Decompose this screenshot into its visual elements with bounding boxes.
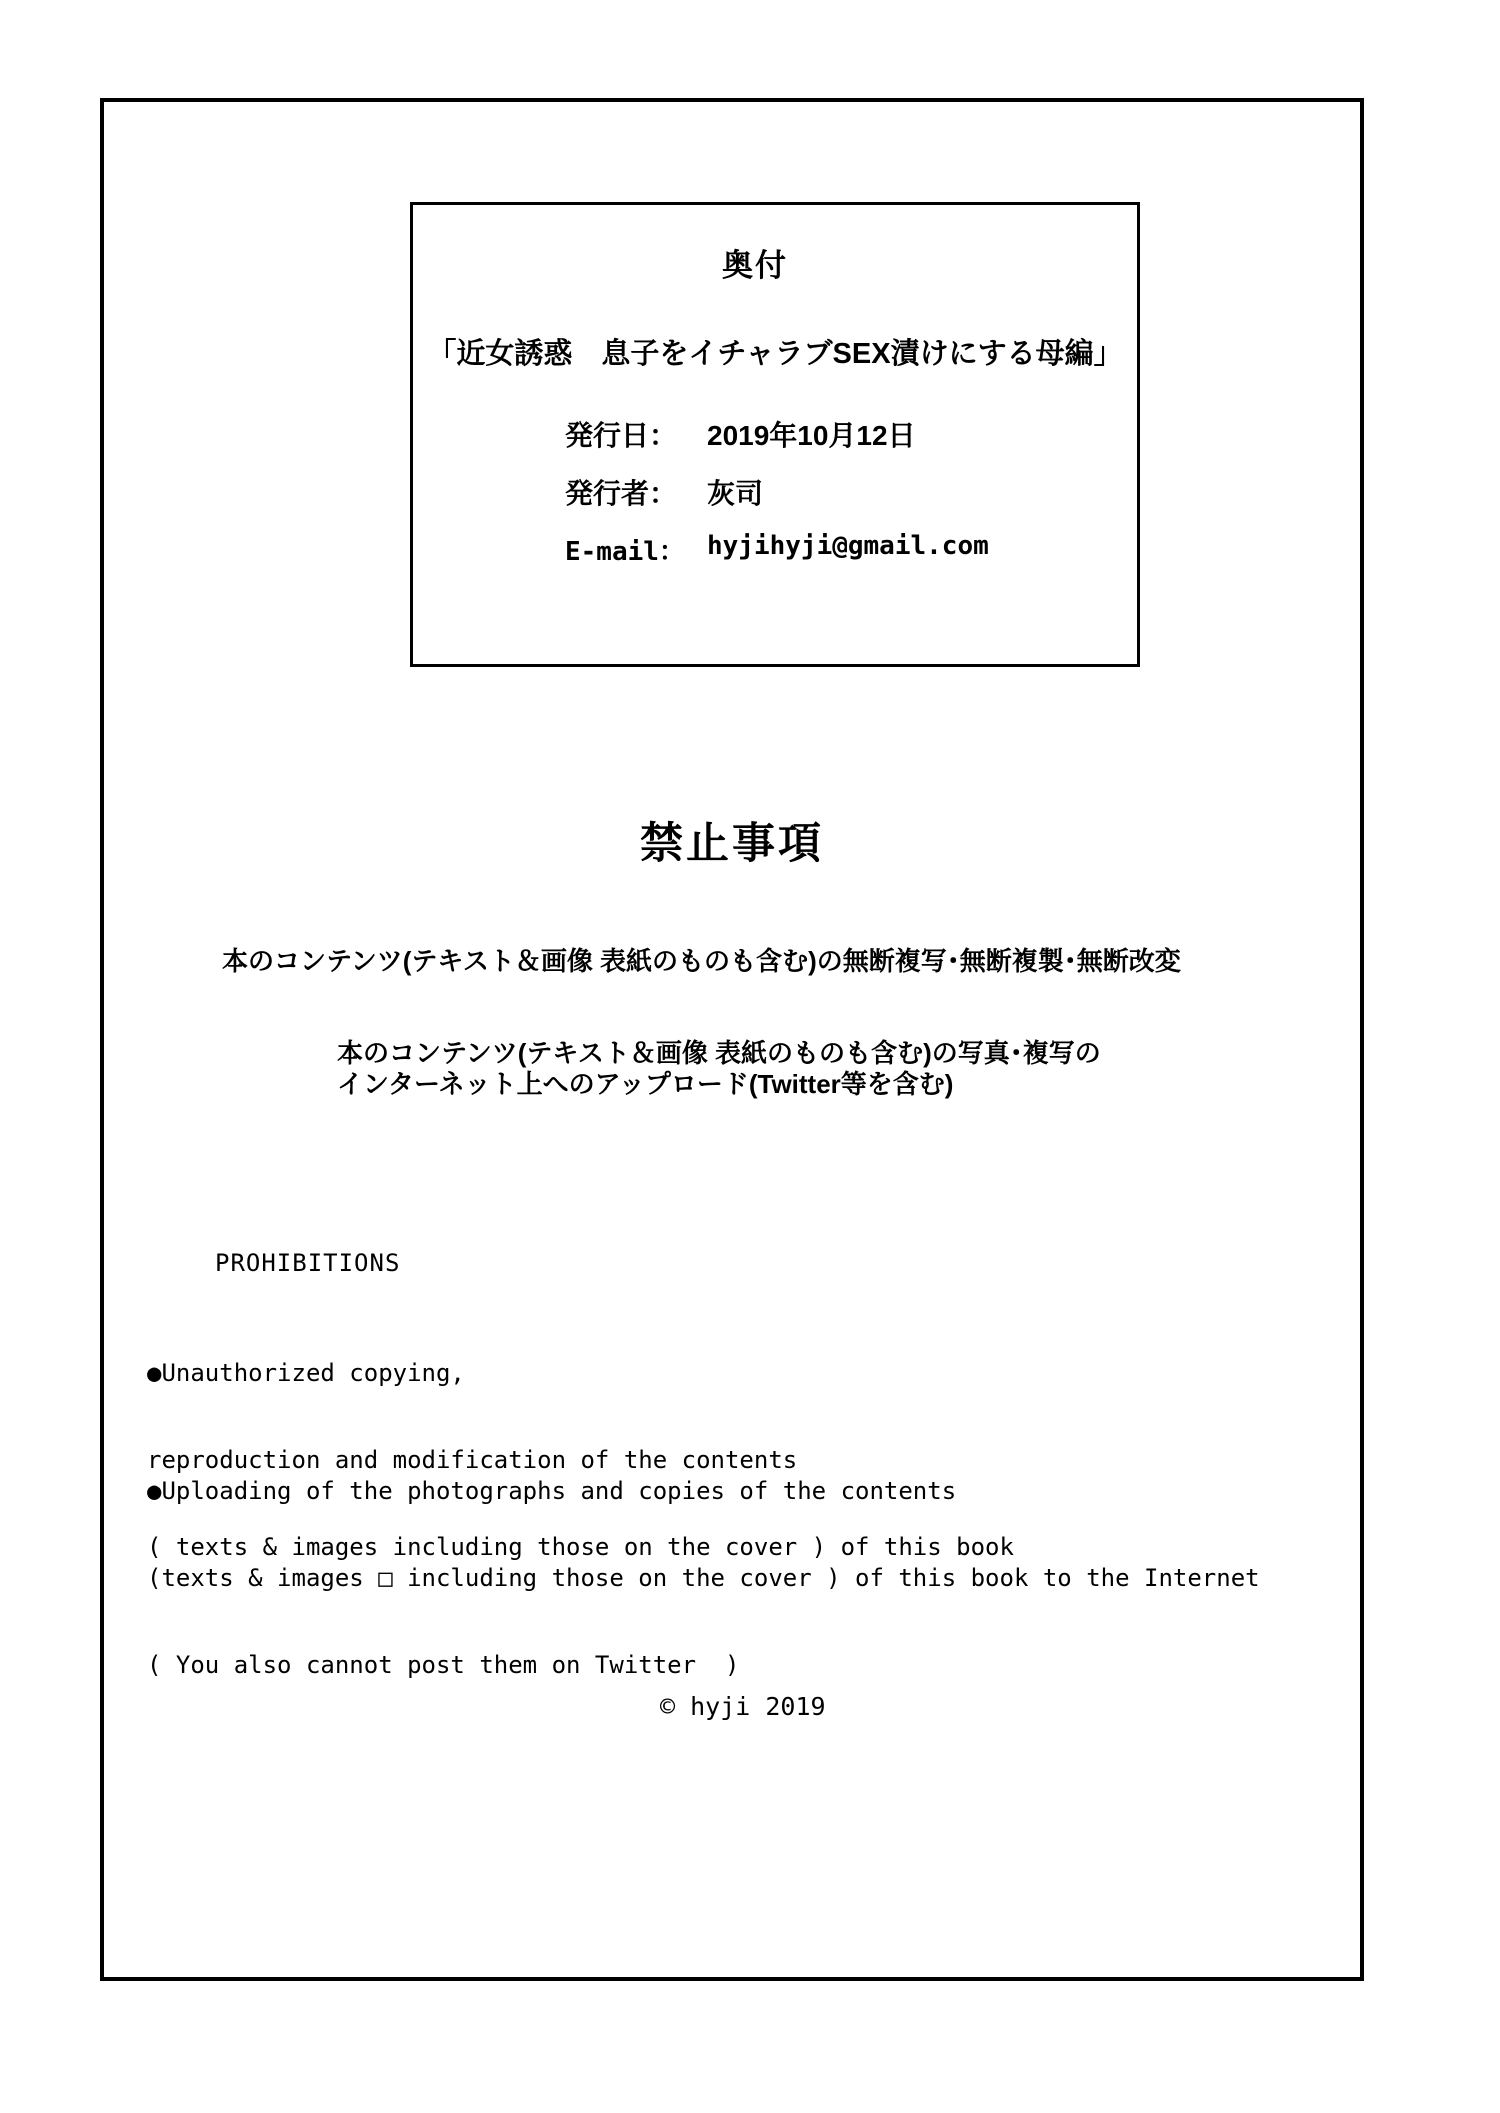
email-row [565, 531, 989, 568]
prohibitions-jp-heading: 禁止事項 [640, 820, 824, 868]
copyright-line: © hyji 2019 [660, 1692, 826, 1721]
prohibitions-jp-item2-line2: インターネット上へのアップロード(Twitter等を含む) [337, 1069, 954, 1099]
publisher-label: 発行者： [565, 478, 678, 509]
publish-date-row [565, 414, 916, 454]
prohibitions-en-item2-line3: ( You also cannot post them on Twitter ) [147, 1651, 740, 1679]
publisher-value: 灰司 [707, 478, 764, 509]
prohibitions-en-item1-line2: reproduction and modification of the contents [147, 1446, 798, 1474]
publish-date-label: 発行日： [565, 420, 678, 451]
prohibitions-jp-item1: 本のコンテンツ(テキスト＆画像 表紙のものも含む)の無断複写･無断複製･無断改変 [222, 946, 1181, 976]
prohibitions-en-item1-line3: ( texts & images including those on the cover ) of this book [147, 1533, 1014, 1561]
email-label: E-mail： [565, 537, 685, 567]
prohibitions-jp-item2 [337, 1038, 1101, 1100]
prohibitions-en-heading: PROHIBITIONS [215, 1249, 401, 1277]
prohibitions-en-item2-line2: (texts & images □ including those on the cover ) of this book to the Internet [147, 1564, 1260, 1592]
colophon-heading: 奥付 [722, 248, 788, 283]
book-title: 「近女誘惑 息子をイチャラブSEX漬けにする母編」 [427, 338, 1123, 370]
publish-date-value: 2019年10月12日 [707, 420, 916, 451]
publisher-row [565, 472, 763, 512]
email-value: hyjihyji@gmail.com [707, 531, 989, 561]
prohibitions-jp-item2-line1: 本のコンテンツ(テキスト＆画像 表紙のものも含む)の写真･複写の [337, 1038, 1101, 1068]
prohibitions-en-item1-line1: ●Unauthorized copying, [147, 1359, 465, 1387]
prohibitions-en-item2 [147, 1419, 1260, 1738]
prohibitions-en-item2-line1: ●Uploading of the photographs and copies of the contents [147, 1477, 957, 1505]
